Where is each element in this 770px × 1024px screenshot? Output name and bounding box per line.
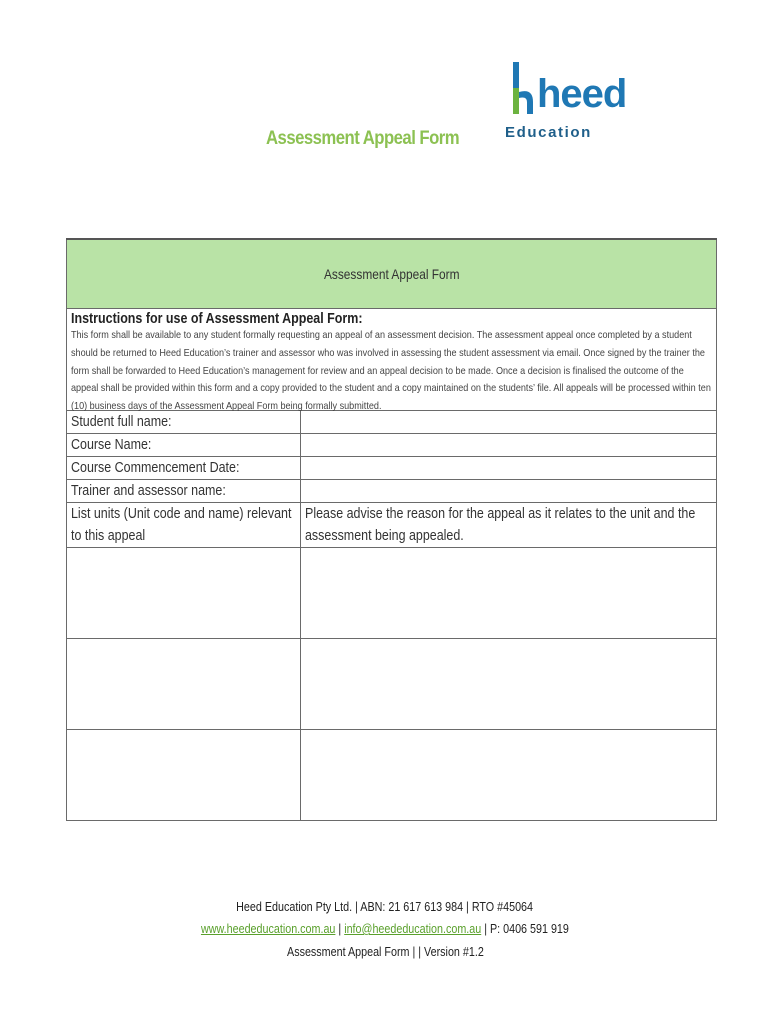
appeal-form-table [66,238,717,821]
footer-phone: | P: 0406 591 919 [481,922,569,936]
instructions-cell [67,309,717,411]
footer-contact [0,922,770,936]
form-header [67,239,717,309]
instructions-body: This form shall be available to any student formally requesting an appeal of an assessment decision. The assessment appeal once completed by a student should be returned to Heed Education’s trainer and assessor who was involved in assessing the student assessment via email. Once signed by the trainer the form shall be forwarded to Heed Education’s management for review and an appeal decision to be made. Once a decision is finalised the outcome of the appeal shall be provided within this form and a copy provided to the student and a copy maintained on the students’ file. All appeals will be processed within ten (10) business days of the Assessment Appeal Form being formally submitted. [71,329,711,413]
reason-entry-2[interactable] [301,638,717,729]
instructions-title: Instructions for use of Assessment Appeal Form: [71,311,363,327]
document-title: Assessment Appeal Form [266,128,460,149]
units-label: List units (Unit code and name) relevant to this appeal [67,502,301,547]
units-entry-1[interactable] [67,547,301,638]
units-entry-3[interactable] [67,729,301,820]
heed-education-logo [503,60,627,148]
logo-tagline: Education [505,124,592,141]
logo-wordmark: heed [537,72,627,116]
footer-company: Heed Education Pty Ltd. | ABN: 21 617 613 984 | RTO #45064 [236,900,534,914]
reason-entry-1[interactable] [301,547,717,638]
trainer-name-field[interactable] [301,479,717,502]
email-link[interactable]: info@heededucation.com.au [344,922,482,936]
trainer-name-label: Trainer and assessor name: [67,479,301,502]
course-name-field[interactable] [301,433,717,456]
form-header-text: Assessment Appeal Form [323,266,460,282]
student-name-label: Student full name: [67,410,301,433]
course-name-label: Course Name: [67,433,301,456]
footer-version: Assessment Appeal Form | | Version #1.2 [286,945,484,959]
commencement-date-label: Course Commencement Date: [67,456,301,479]
footer-separator: | [335,922,345,936]
commencement-date-field[interactable] [301,456,717,479]
website-link[interactable]: www.heededucation.com.au [201,922,336,936]
units-entry-2[interactable] [67,638,301,729]
reason-entry-3[interactable] [301,729,717,820]
logo-mark-icon [509,62,537,122]
reason-label: Please advise the reason for the appeal as it relates to the unit and the assessment being appealed. [301,502,717,547]
